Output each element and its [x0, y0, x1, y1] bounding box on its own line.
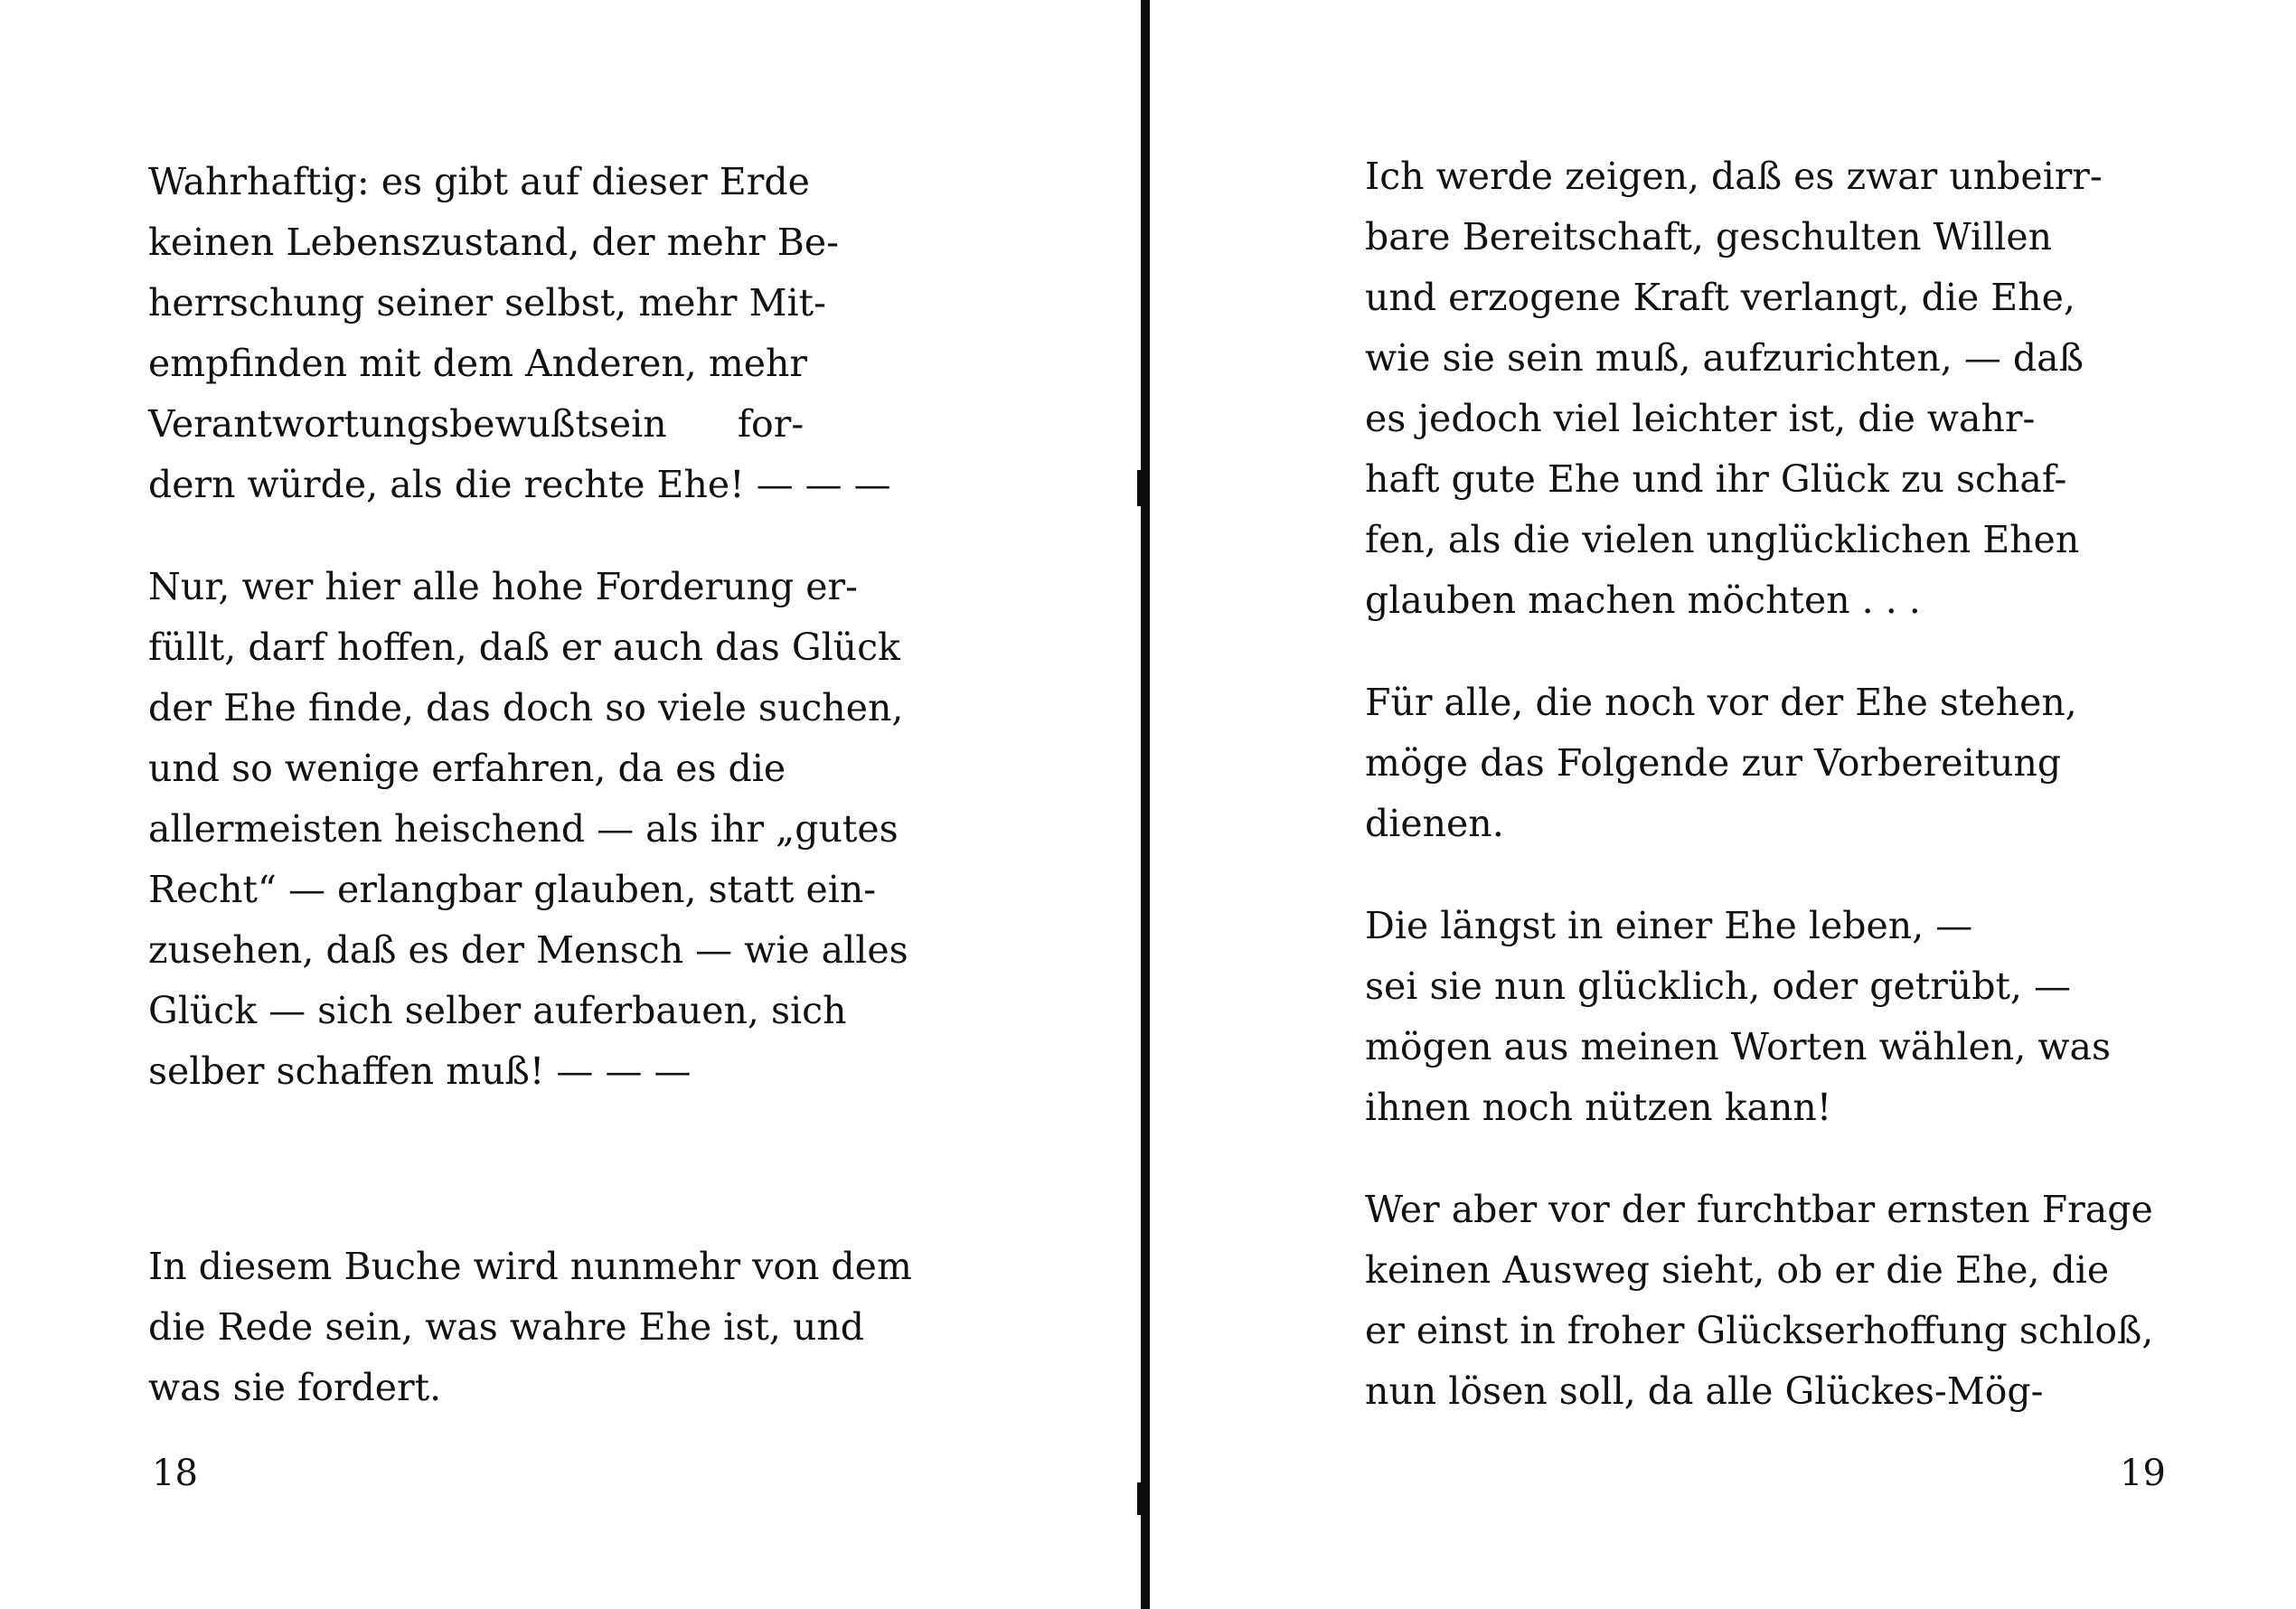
text-line: zusehen, daß es der Mensch — wie alles	[148, 928, 908, 972]
text-line: In diesem Buche wird nunmehr von dem	[148, 1245, 912, 1288]
text-line: Wer aber vor der furchtbar ernsten Frage	[1365, 1188, 2153, 1231]
text-line: bare Bereitschaft, geschulten Willen	[1365, 215, 2053, 259]
right-paragraph-4	[1365, 1180, 2159, 1422]
right-paragraph-2	[1365, 673, 2159, 854]
left-page-text	[148, 152, 942, 1143]
text-line: Verantwortungsbewußtsein for-	[148, 402, 805, 446]
text-line: was sie fordert.	[148, 1366, 442, 1409]
right-page-text	[1365, 146, 2159, 1463]
text-line: Recht“ — erlangbar glauben, statt ein-	[148, 868, 877, 911]
text-line: er einst in froher Glückserhoffung schloß,	[1365, 1309, 2154, 1352]
text-line: dienen.	[1365, 802, 1504, 845]
text-line: keinen Lebenszustand, der mehr Be-	[148, 221, 840, 264]
text-line: ihnen noch nützen kann!	[1365, 1086, 1832, 1129]
text-line: fen, als die vielen unglücklichen Ehen	[1365, 518, 2080, 561]
text-line: glauben machen möchten . . .	[1365, 579, 1921, 622]
text-line: Glück — sich selber auferbauen, sich	[148, 989, 847, 1032]
page-number-left: 18	[152, 1453, 198, 1494]
text-line: allermeisten heischend — als ihr „gutes	[148, 807, 899, 851]
text-line: es jedoch viel leichter ist, die wahr-	[1365, 397, 2036, 440]
right-paragraph-3	[1365, 896, 2159, 1138]
text-line: sei sie nun glücklich, oder getrübt, —	[1365, 964, 2071, 1008]
text-line: herrschung seiner selbst, mehr Mit-	[148, 281, 826, 325]
text-line: Ich werde zeigen, daß es zwar unbeirr-	[1365, 155, 2103, 198]
book-gutter	[1141, 0, 1150, 1609]
left-page-section-2	[148, 1237, 942, 1460]
text-line: wie sie sein muß, aufzurichten, — daß	[1365, 336, 2084, 380]
text-line: selber schaffen muß! — — —	[148, 1049, 692, 1093]
text-line: Für alle, die noch vor der Ehe stehen,	[1365, 681, 2077, 724]
text-line: und erzogene Kraft verlangt, die Ehe,	[1365, 276, 2075, 319]
text-line: Nur, wer hier alle hohe Forderung er-	[148, 565, 859, 608]
text-line: möge das Folgende zur Vorbereitung	[1365, 741, 2062, 785]
left-paragraph-2	[148, 557, 942, 1102]
right-page	[1153, 0, 2296, 1609]
text-line: Wahrhaftig: es gibt auf dieser Erde	[148, 160, 810, 203]
text-line: füllt, darf hoffen, daß er auch das Glück	[148, 626, 900, 669]
right-paragraph-1	[1365, 146, 2159, 631]
gutter-notch	[1137, 1482, 1143, 1515]
text-line: Die längst in einer Ehe leben, —	[1365, 904, 1973, 947]
text-line: empfinden mit dem Anderen, mehr	[148, 342, 808, 385]
left-paragraph-1	[148, 152, 942, 515]
text-line: haft gute Ehe und ihr Glück zu schaf-	[1365, 457, 2067, 501]
text-line: der Ehe finde, das doch so viele suchen,	[148, 686, 904, 729]
left-page	[0, 0, 1143, 1609]
text-line: und so wenige erfahren, da es die	[148, 747, 786, 790]
left-paragraph-3	[148, 1237, 942, 1418]
gutter-notch	[1137, 470, 1143, 506]
text-line: die Rede sein, was wahre Ehe ist, und	[148, 1305, 865, 1349]
page-number-right: 19	[2120, 1453, 2166, 1494]
text-line: nun lösen soll, da alle Glückes-Mög-	[1365, 1369, 2044, 1413]
text-line: mögen aus meinen Worten wählen, was	[1365, 1025, 2111, 1068]
text-line: keinen Ausweg sieht, ob er die Ehe, die	[1365, 1248, 2110, 1292]
text-line: dern würde, als die rechte Ehe! — — —	[148, 463, 891, 506]
